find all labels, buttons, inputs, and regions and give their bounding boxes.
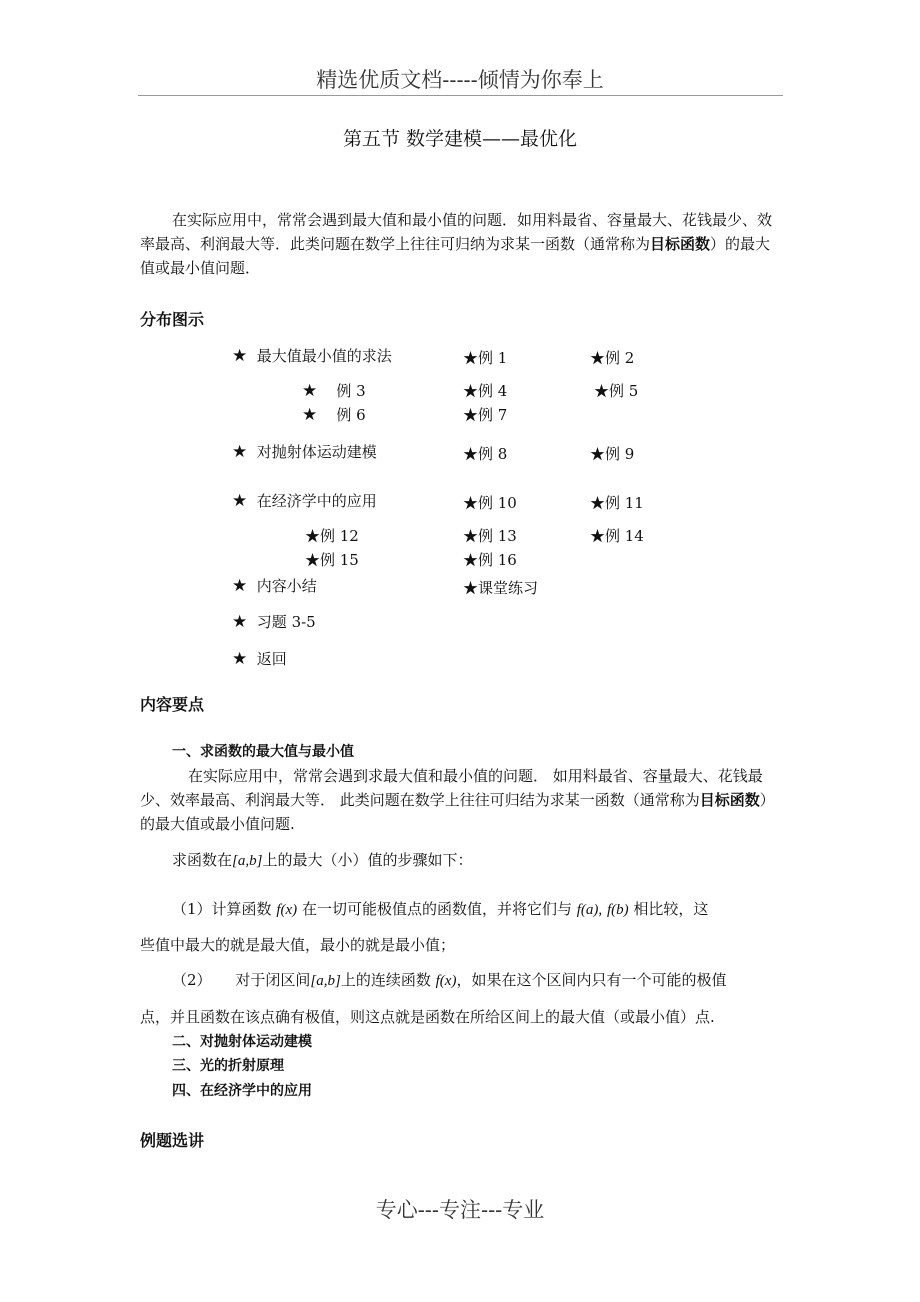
fb-formula: f(b) (606, 902, 629, 918)
example-link-11[interactable]: ★例 11 (590, 494, 644, 512)
section-1-title: 一、求函数的最大值与最小值 (172, 744, 354, 760)
distribution-heading: 分布图示 (140, 310, 205, 329)
examples-heading: 例题选讲 (140, 1131, 205, 1150)
steps-intro: 求函数在[a,b]上的最大（小）值的步骤如下： (172, 851, 473, 869)
example-link-14[interactable]: ★例 14 (590, 527, 644, 545)
page-footer: 专心---专注---专业 (375, 1198, 545, 1222)
interval-formula: [a,b] (310, 973, 341, 989)
header-divider (138, 95, 783, 96)
function-formula: f(x) (276, 902, 298, 918)
example-link-10[interactable]: ★例 10 (463, 494, 517, 512)
star-icon: ★ (232, 346, 248, 366)
page-header: 精选优质文档-----倾情为你奉上 (316, 68, 604, 92)
function-formula: f(x) (435, 973, 457, 989)
example-link-6[interactable]: ★ 例 6 (302, 405, 366, 425)
dist-item-max-min[interactable]: ★ 最大值最小值的求法 (232, 346, 392, 366)
intro-text: 在实际应用中，常常会遇到最大值和最小值的问题．如用料最省、容量最大、花钱最少、效率最高、利润最大等．此类问题在数学上往往可归纳为求某一函数（通常称为 (140, 211, 773, 253)
dist-item-back[interactable]: ★ 返回 (232, 649, 287, 669)
example-link-2[interactable]: ★例 2 (590, 349, 635, 367)
example-link-12[interactable]: ★例 12 (305, 527, 359, 545)
star-icon: ★ (232, 612, 248, 632)
dist-item-economics[interactable]: ★ 在经济学中的应用 (232, 491, 377, 511)
key-points-heading: 内容要点 (140, 695, 205, 714)
example-link-13[interactable]: ★例 13 (463, 527, 517, 545)
star-icon: ★ (302, 405, 318, 425)
dist-item-summary[interactable]: ★ 内容小结 (232, 576, 317, 596)
section-4-title: 四、在经济学中的应用 (172, 1083, 312, 1099)
page-title: 第五节 数学建模——最优化 (342, 128, 578, 150)
example-link-8[interactable]: ★例 8 (463, 445, 508, 463)
step-1-line-1: （1）计算函数 f(x) 在一切可能极值点的函数值，并将它们与 f(a), f(b) 相比较，这 (172, 900, 709, 918)
example-link-7[interactable]: ★例 7 (463, 406, 508, 424)
practice-link[interactable]: ★课堂练习 (463, 579, 539, 597)
example-link-16[interactable]: ★例 16 (463, 551, 517, 569)
star-icon: ★ (232, 576, 248, 596)
intro-paragraph (140, 208, 780, 280)
section-2-title: 二、对抛射体运动建模 (172, 1034, 312, 1050)
star-icon: ★ (232, 442, 248, 462)
step-1-line-2: 些值中最大的就是最大值，最小的就是最小值； (140, 936, 456, 954)
section-3-title: 三、光的折射原理 (172, 1058, 284, 1074)
interval-formula: [a,b] (232, 853, 263, 869)
example-link-9[interactable]: ★例 9 (590, 445, 635, 463)
dist-item-exercises[interactable]: ★ 习题 3-5 (232, 612, 316, 632)
example-link-5[interactable]: ★例 5 (594, 382, 639, 400)
dist-item-projectile[interactable]: ★ 对抛射体运动建模 (232, 442, 377, 462)
example-link-15[interactable]: ★例 15 (305, 551, 359, 569)
example-link-1[interactable]: ★例 1 (463, 349, 508, 367)
intro-tail: ）的最大值或最小值问题． (140, 235, 771, 277)
star-icon: ★ (232, 491, 248, 511)
fa-formula: f(a), (576, 902, 603, 918)
section-1-paragraph: 在实际应用中，常常会遇到求最大值和最小值的问题． 如用料最省、容量最大、花钱最少、效率最高、利润最大等． 此类问题在数学上往往可归结为求某一函数（通常称为目标函数）的最大值或最小值问题. (140, 767, 775, 833)
star-icon: ★ (302, 381, 318, 401)
step-2-line-2: 点，并且函数在该点确有极值，则这点就是函数在所给区间上的最大值（或最小值）点. (140, 1008, 715, 1026)
example-link-3[interactable]: ★ 例 3 (302, 381, 366, 401)
step-2-line-1: （2） 对于闭区间[a,b]上的连续函数 f(x)，如果在这个区间内只有一个可能的极值 (172, 971, 727, 989)
example-link-4[interactable]: ★例 4 (463, 382, 508, 400)
star-icon: ★ (232, 649, 248, 669)
bold-term: 目标函数 (699, 791, 760, 809)
intro-bold-term: 目标函数 (650, 235, 711, 253)
